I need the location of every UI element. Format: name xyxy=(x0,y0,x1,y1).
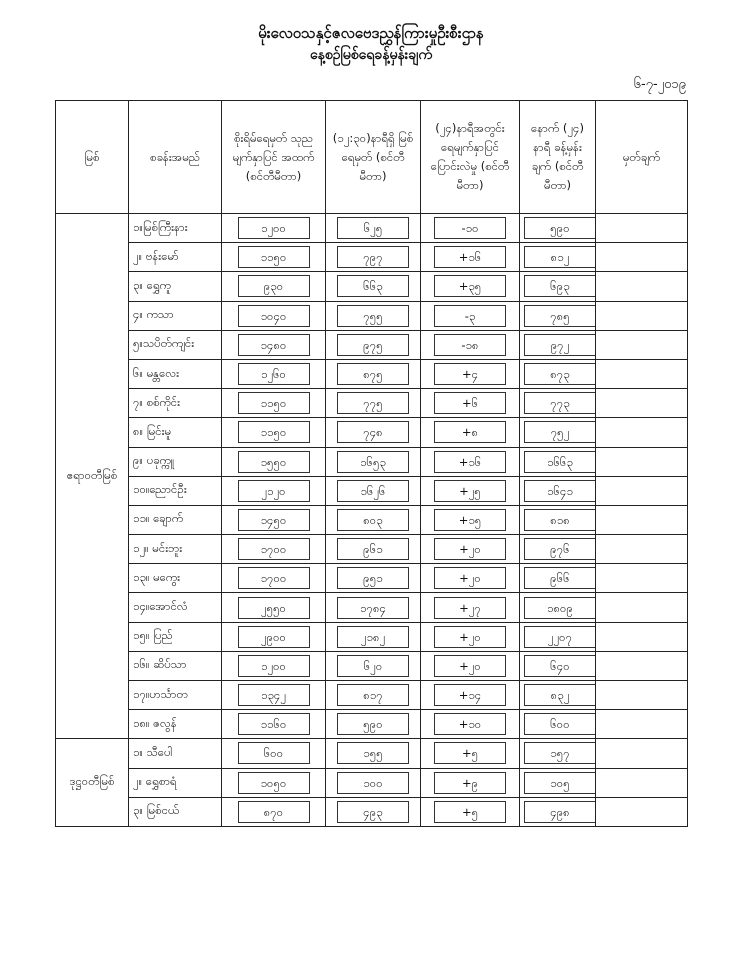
forecast-value: ၄၉၈ xyxy=(524,801,596,823)
change-cell xyxy=(421,243,520,272)
level-cell xyxy=(326,535,421,564)
table-row xyxy=(56,418,688,447)
change-cell xyxy=(421,476,520,505)
change-cell xyxy=(421,797,520,826)
level-value: ၇၉၇ xyxy=(337,246,409,268)
danger-cell xyxy=(222,301,326,330)
remark-cell xyxy=(596,535,688,564)
forecast-value: ၉၇၂ xyxy=(524,334,596,356)
table-header-row xyxy=(56,101,688,214)
change-value: +၁၀ xyxy=(434,713,506,735)
danger-cell xyxy=(222,272,326,301)
level-value: ၈၀၃ xyxy=(337,509,409,531)
change-value: -၃ xyxy=(434,305,506,327)
forecast-value: ၁၆၄၁ xyxy=(524,480,596,502)
danger-value: ၂၅၅၀ xyxy=(238,597,310,619)
column-header: မှတ်ချက် xyxy=(596,101,688,214)
remark-cell xyxy=(596,622,688,651)
remark-cell xyxy=(596,505,688,534)
level-value: ၁၇၈၄ xyxy=(337,597,409,619)
danger-cell xyxy=(222,681,326,710)
danger-cell xyxy=(222,243,326,272)
forecast-value: ၇၇၃ xyxy=(524,392,596,414)
change-cell xyxy=(421,505,520,534)
document-title: မိုးလေဝသနှင့်ဇလဗေဒညွှန်ကြားမှုဦးစီးဌာန xyxy=(258,24,484,42)
danger-cell xyxy=(222,389,326,418)
level-cell xyxy=(326,330,421,359)
forecast-cell xyxy=(520,710,596,739)
river-forecast-table xyxy=(55,100,688,827)
danger-cell xyxy=(222,739,326,768)
station-name-cell: ၅။သပိတ်ကျင်း xyxy=(129,330,222,359)
remark-cell xyxy=(596,301,688,330)
danger-value: ၉၃၀ xyxy=(238,275,310,297)
remark-cell xyxy=(596,739,688,768)
remark-cell xyxy=(596,389,688,418)
station-name-cell: ၈။ မြင်းမူ xyxy=(129,418,222,447)
table-row xyxy=(56,681,688,710)
table-row xyxy=(56,272,688,301)
change-cell xyxy=(421,768,520,797)
danger-value: ၁၁၅၀ xyxy=(238,392,310,414)
station-name-cell: ၁၆။ ဆိပ်သာ xyxy=(129,651,222,680)
river-name-cell: ဒုဋ္ဌဝတီမြစ် xyxy=(56,739,129,827)
level-value: ၁၀၀ xyxy=(337,772,409,794)
forecast-value: ၈၃၂ xyxy=(524,684,596,706)
level-cell xyxy=(326,418,421,447)
level-cell xyxy=(326,389,421,418)
change-value: +၈ xyxy=(434,421,506,443)
danger-cell xyxy=(222,505,326,534)
change-value: +၂၇ xyxy=(434,597,506,619)
level-value: ၈၁၇ xyxy=(337,684,409,706)
forecast-value: ၂၂၀၇ xyxy=(524,626,596,648)
change-value: +၂၀ xyxy=(434,626,506,648)
level-cell xyxy=(326,622,421,651)
danger-cell xyxy=(222,418,326,447)
station-name-cell: ၃။ မြစ်ငယ် xyxy=(129,797,222,826)
station-name-cell: ၁၈။ ဇလွန် xyxy=(129,710,222,739)
station-name-cell: ၄။ ကသာ xyxy=(129,301,222,330)
forecast-cell xyxy=(520,389,596,418)
column-header: စခန်းအမည် xyxy=(129,101,222,214)
change-cell xyxy=(421,535,520,564)
table-row xyxy=(56,710,688,739)
forecast-value: ၅၉၀ xyxy=(524,217,596,239)
column-header: စိုးရိမ်ရေမှတ် သုညမျက်နှာပြင် အထက် (စင်တီမီတာ) xyxy=(222,101,326,214)
level-value: ၂၁၈၂ xyxy=(337,626,409,648)
change-cell xyxy=(421,739,520,768)
column-header: မြစ် xyxy=(56,101,129,214)
level-value: ၈၇၅ xyxy=(337,363,409,385)
forecast-value: ၁၈၀၉ xyxy=(524,597,596,619)
level-cell xyxy=(326,447,421,476)
level-value: ၉၆၁ xyxy=(337,538,409,560)
table-row xyxy=(56,564,688,593)
level-value: ၆၂၀ xyxy=(337,655,409,677)
station-name-cell: ၃။ ရွှေကူ xyxy=(129,272,222,301)
danger-value: ၁၇၀၀ xyxy=(238,567,310,589)
forecast-cell xyxy=(520,564,596,593)
forecast-value: ၇၅၂ xyxy=(524,421,596,443)
level-value: ၅၉၀ xyxy=(337,713,409,735)
forecast-value: ၈၁၂ xyxy=(524,246,596,268)
forecast-value: ၈၇၃ xyxy=(524,363,596,385)
level-value: ၁၆၅၃ xyxy=(337,451,409,473)
level-cell xyxy=(326,797,421,826)
forecast-value: ၁၆၆၃ xyxy=(524,451,596,473)
danger-value: ၆၀၀ xyxy=(238,742,310,764)
station-name-cell: ၁၀။ညောင်ဦး xyxy=(129,476,222,505)
remark-cell xyxy=(596,564,688,593)
danger-value: ၁၅၅၀ xyxy=(238,451,310,473)
level-cell xyxy=(326,272,421,301)
level-cell xyxy=(326,651,421,680)
forecast-cell xyxy=(520,593,596,622)
station-name-cell: ၁၂။ မင်းဘူး xyxy=(129,535,222,564)
danger-cell xyxy=(222,768,326,797)
change-cell xyxy=(421,214,520,243)
column-header: (၂၄)နာရီအတွင်း ရေမျက်နှာပြင် ပြောင်းလဲမှု (စင်တီမီတာ) xyxy=(421,101,520,214)
station-name-cell: ၇။ စစ်ကိုင်း xyxy=(129,389,222,418)
station-name-cell: ၁၁။ ချောက် xyxy=(129,505,222,534)
change-value: +၁၆ xyxy=(434,246,506,268)
forecast-cell xyxy=(520,330,596,359)
level-cell xyxy=(326,359,421,388)
forecast-cell xyxy=(520,301,596,330)
column-header: (၁၂:၃၀)နာရီရှိ မြစ်ရေမှတ် (စင်တီမီတာ) xyxy=(326,101,421,214)
level-cell xyxy=(326,739,421,768)
change-value: +၅ xyxy=(434,742,506,764)
change-cell xyxy=(421,272,520,301)
danger-value: ၁၀၄၀ xyxy=(238,305,310,327)
forecast-value: ၉၆၆ xyxy=(524,567,596,589)
danger-cell xyxy=(222,476,326,505)
table-row xyxy=(56,447,688,476)
change-value: +၂၅ xyxy=(434,480,506,502)
table-row xyxy=(56,389,688,418)
danger-value: ၂၉၀၀ xyxy=(238,626,310,648)
station-name-cell: ၁၄။အောင်လံ xyxy=(129,593,222,622)
table-body xyxy=(56,214,688,827)
danger-value: ၁၄၅၀ xyxy=(238,509,310,531)
change-cell xyxy=(421,622,520,651)
level-value: ၇၄၈ xyxy=(337,421,409,443)
danger-value: ၂၁၂၀ xyxy=(238,480,310,502)
change-value: +၂၀ xyxy=(434,538,506,560)
remark-cell xyxy=(596,243,688,272)
forecast-value: ၆၉၃ xyxy=(524,275,596,297)
forecast-cell xyxy=(520,359,596,388)
danger-value: ၁၀၅၀ xyxy=(238,772,310,794)
level-value: ၉၇၅ xyxy=(337,334,409,356)
level-cell xyxy=(326,214,421,243)
station-name-cell: ၂။ ရွှေစာရံ xyxy=(129,768,222,797)
forecast-value: ၁၀၅ xyxy=(524,772,596,794)
change-cell xyxy=(421,359,520,388)
column-header: နောက် (၂၄) နာရီ ခန့်မှန်းချက် (စင်တီမီတာ) xyxy=(520,101,596,214)
danger-value: ၁၂၀၀ xyxy=(238,217,310,239)
forecast-cell xyxy=(520,797,596,826)
forecast-cell xyxy=(520,447,596,476)
level-value: ၆၂၅ xyxy=(337,217,409,239)
change-value: +၆ xyxy=(434,392,506,414)
station-name-cell: ၁၇။ဟင်္သာတ xyxy=(129,681,222,710)
change-value: +၉ xyxy=(434,772,506,794)
level-cell xyxy=(326,243,421,272)
level-cell xyxy=(326,564,421,593)
danger-value: ၁၁၅၀ xyxy=(238,246,310,268)
change-cell xyxy=(421,564,520,593)
change-cell xyxy=(421,447,520,476)
remark-cell xyxy=(596,359,688,388)
station-name-cell: ၆။ မန္တလေး xyxy=(129,359,222,388)
change-cell xyxy=(421,301,520,330)
change-value: -၁၀ xyxy=(434,217,506,239)
level-value: ၁၅၅ xyxy=(337,742,409,764)
change-value: +၁၄ xyxy=(434,684,506,706)
change-cell xyxy=(421,651,520,680)
station-name-cell: ၁။ သီပေါ xyxy=(129,739,222,768)
table-row xyxy=(56,359,688,388)
level-cell xyxy=(326,593,421,622)
table-row xyxy=(56,797,688,826)
remark-cell xyxy=(596,214,688,243)
change-value: +၅ xyxy=(434,801,506,823)
forecast-value: ၉၇၆ xyxy=(524,538,596,560)
level-cell xyxy=(326,476,421,505)
level-cell xyxy=(326,710,421,739)
danger-cell xyxy=(222,593,326,622)
change-cell xyxy=(421,418,520,447)
danger-value: ၁၃၄၂ xyxy=(238,684,310,706)
table-row xyxy=(56,330,688,359)
change-cell xyxy=(421,710,520,739)
forecast-cell xyxy=(520,243,596,272)
table-row xyxy=(56,243,688,272)
table-row xyxy=(56,505,688,534)
danger-cell xyxy=(222,214,326,243)
danger-cell xyxy=(222,622,326,651)
table-row xyxy=(56,593,688,622)
table-row xyxy=(56,535,688,564)
forecast-cell xyxy=(520,214,596,243)
forecast-cell xyxy=(520,272,596,301)
remark-cell xyxy=(596,593,688,622)
level-value: ၉၅၁ xyxy=(337,567,409,589)
forecast-cell xyxy=(520,622,596,651)
remark-cell xyxy=(596,681,688,710)
remark-cell xyxy=(596,651,688,680)
danger-cell xyxy=(222,535,326,564)
forecast-cell xyxy=(520,418,596,447)
change-value: +၄ xyxy=(434,363,506,385)
danger-value: ၁၇၀၀ xyxy=(238,538,310,560)
level-value: ၇၅၅ xyxy=(337,305,409,327)
remark-cell xyxy=(596,418,688,447)
river-name-cell: ဧရာဝတီမြစ် xyxy=(56,214,129,739)
table-row xyxy=(56,651,688,680)
remark-cell xyxy=(596,447,688,476)
forecast-value: ၈၁၈ xyxy=(524,509,596,531)
change-value: -၁၈ xyxy=(434,334,506,356)
change-cell xyxy=(421,681,520,710)
change-value: +၂၀ xyxy=(434,567,506,589)
forecast-cell xyxy=(520,739,596,768)
change-value: +၂၀ xyxy=(434,655,506,677)
forecast-value: ၆၀၀ xyxy=(524,713,596,735)
level-value: ၁၆၂၆ xyxy=(337,480,409,502)
forecast-cell xyxy=(520,651,596,680)
forecast-cell xyxy=(520,768,596,797)
change-value: +၁၆ xyxy=(434,451,506,473)
forecast-cell xyxy=(520,476,596,505)
table-row xyxy=(56,622,688,651)
station-name-cell: ၁။မြစ်ကြီးနား xyxy=(129,214,222,243)
danger-value: ၁၂၀၀ xyxy=(238,655,310,677)
remark-cell xyxy=(596,797,688,826)
station-name-cell: ၁၃။ မကွေး xyxy=(129,564,222,593)
forecast-value: ၁၅၇ xyxy=(524,742,596,764)
level-cell xyxy=(326,768,421,797)
table-row xyxy=(56,476,688,505)
document-subtitle: နေ့စဉ်မြစ်ရေခန့်မှန်းချက် xyxy=(309,47,433,63)
danger-value: ၁၁၅၀ xyxy=(238,421,310,443)
change-cell xyxy=(421,389,520,418)
remark-cell xyxy=(596,476,688,505)
table-row xyxy=(56,768,688,797)
level-value: ၇၇၅ xyxy=(337,392,409,414)
station-name-cell: ၂။ ဗန်းမော် xyxy=(129,243,222,272)
level-cell xyxy=(326,681,421,710)
danger-cell xyxy=(222,797,326,826)
table-row xyxy=(56,301,688,330)
document-date: ၆-၇-၂၀၁၉ xyxy=(633,77,686,92)
danger-cell xyxy=(222,330,326,359)
station-name-cell: ၉။ ပခုက္ကူ xyxy=(129,447,222,476)
danger-cell xyxy=(222,564,326,593)
remark-cell xyxy=(596,710,688,739)
level-value: ၄၉၃ xyxy=(337,801,409,823)
forecast-cell xyxy=(520,681,596,710)
danger-cell xyxy=(222,710,326,739)
level-cell xyxy=(326,301,421,330)
forecast-cell xyxy=(520,505,596,534)
change-value: +၁၅ xyxy=(434,509,506,531)
change-cell xyxy=(421,330,520,359)
station-name-cell: ၁၅။ ပြည် xyxy=(129,622,222,651)
forecast-value: ၇၈၅ xyxy=(524,305,596,327)
danger-value: ၁၄၈၀ xyxy=(238,334,310,356)
danger-value: ၈၇၀ xyxy=(238,801,310,823)
forecast-value: ၆၄၀ xyxy=(524,655,596,677)
change-cell xyxy=(421,593,520,622)
remark-cell xyxy=(596,330,688,359)
danger-cell xyxy=(222,447,326,476)
level-value: ၆၆၃ xyxy=(337,275,409,297)
table-row xyxy=(56,214,688,243)
table-row xyxy=(56,739,688,768)
danger-cell xyxy=(222,359,326,388)
level-cell xyxy=(326,505,421,534)
remark-cell xyxy=(596,272,688,301)
forecast-cell xyxy=(520,535,596,564)
remark-cell xyxy=(596,768,688,797)
document-header xyxy=(0,22,742,66)
danger-value: ၁၁၆၀ xyxy=(238,713,310,735)
danger-cell xyxy=(222,651,326,680)
danger-value: ၁၂၆၀ xyxy=(238,363,310,385)
change-value: +၃၅ xyxy=(434,275,506,297)
